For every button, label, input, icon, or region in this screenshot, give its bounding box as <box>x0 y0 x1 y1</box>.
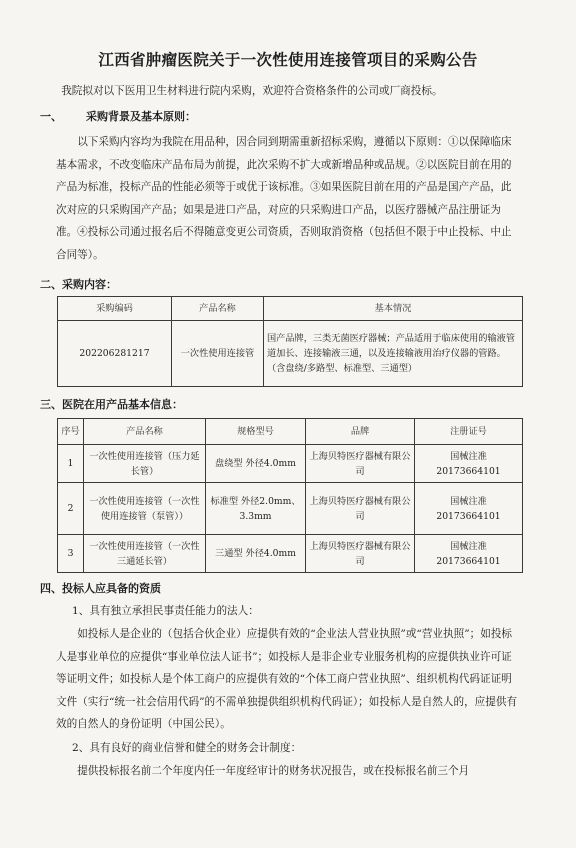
row-brand: 上海贝特医疗器械有限公司 <box>306 535 415 573</box>
header-spec: 规格型号 <box>206 419 306 445</box>
table-row <box>58 321 523 387</box>
procurement-table <box>57 296 523 387</box>
row-spec: 盘绕型 外径4.0mm <box>206 445 306 483</box>
header-brand: 品牌 <box>306 419 415 445</box>
table-row <box>58 483 523 535</box>
section4-para2: 提供投标报名前二个年度内任一年度经审计的财务状况报告，或在投标报名前三个月 <box>77 765 470 777</box>
procurement-name: 一次性使用连接管 <box>172 321 264 387</box>
row-reg: 国械注准 20173664101 <box>415 445 523 483</box>
product-header-row <box>58 419 523 445</box>
row-reg: 国械注准 20173664101 <box>415 535 523 573</box>
section1-body: 以下采购内容均为我院在用品种，因合同到期需重新招标采购，遵循以下原则：①以保障临床基本需求，不改变临床产品布局为前提，此次采购不扩大或新增品种或品规。②以医院目前在用的产品为标准，投标产品的性能必须等于或优于该标准。③如果医院目前在用的产品是国产产品，此次对应的只采购国产产品；如果是进口产品，对应的只采购进口产品，以医疗器械产品注册证为准。④投标公司通过报名后不得随意变更公司资质，否则取消资格（包括但不限于中止投标、中止合同等）。 <box>56 136 512 261</box>
section4-heading: 四、投标人应具备的资质 <box>40 582 161 595</box>
row-no: 3 <box>58 535 84 573</box>
procurement-desc: 国产品牌，三类无菌医疗器械；产品适用于临床使用的输液管道加长、连接输液三通，以及连接输液用治疗仪器的管路。（含盘绕/多路型、标准型、三通型） <box>264 321 523 387</box>
section1-title: 采购背景及基本原则： <box>86 110 196 123</box>
table-row <box>58 535 523 573</box>
section4-para1: 如投标人是企业的（包括合伙企业）应提供有效的“企业法人营业执照”或“营业执照”；如投标人是事业单位的应提供“事业单位法人证书”；如投标人是非企业专业服务机构的应提供执业许可证等证明文件；如投标人是个体工商户的应提供有效的“个体工商户营业执照”、组织机构代码证证明文件（实行“统一社会信用代码”的不需单独提供组织机构代码证）；如投标人是自然人的，应提供有效的自然人的身份证明（中国公民）。 <box>56 628 518 730</box>
header-desc: 基本情况 <box>264 297 523 321</box>
section1-number: 一、 <box>40 110 62 123</box>
row-product: 一次性使用连接管（一次性使用连接管（泵管）） <box>84 483 206 535</box>
header-no: 序号 <box>58 419 84 445</box>
section2-heading: 二、采购内容： <box>40 278 117 291</box>
header-code: 采购编码 <box>58 297 172 321</box>
row-product: 一次性使用连接管（一次性三通延长管） <box>84 535 206 573</box>
product-table <box>57 418 523 573</box>
section4-item2: 2、具有良好的商业信誉和健全的财务会计制度： <box>72 742 302 754</box>
section3-heading: 三、医院在用产品基本信息： <box>40 398 183 411</box>
procurement-header-row <box>58 297 523 321</box>
section1-heading <box>40 108 196 124</box>
row-brand: 上海贝特医疗器械有限公司 <box>306 445 415 483</box>
row-product: 一次性使用连接管（压力延长管） <box>84 445 206 483</box>
procurement-code: 202206281217 <box>58 321 172 387</box>
row-no: 1 <box>58 445 84 483</box>
row-reg: 国械注准 20173664101 <box>415 483 523 535</box>
page-title: 江西省肿瘤医院关于一次性使用连接管项目的采购公告 <box>98 51 478 69</box>
section4-item1: 1、具有独立承担民事责任能力的法人： <box>72 605 259 617</box>
row-spec: 三通型 外径4.0mm <box>206 535 306 573</box>
row-spec: 标准型 外径2.0mm、3.3mm <box>206 483 306 535</box>
row-brand: 上海贝特医疗器械有限公司 <box>306 483 415 535</box>
header-reg: 注册证号 <box>415 419 523 445</box>
row-no: 2 <box>58 483 84 535</box>
intro-text: 我院拟对以下医用卫生材料进行院内采购，欢迎符合资格条件的公司或厂商投标。 <box>61 85 443 97</box>
header-product: 产品名称 <box>84 419 206 445</box>
table-row <box>58 445 523 483</box>
header-name: 产品名称 <box>172 297 264 321</box>
